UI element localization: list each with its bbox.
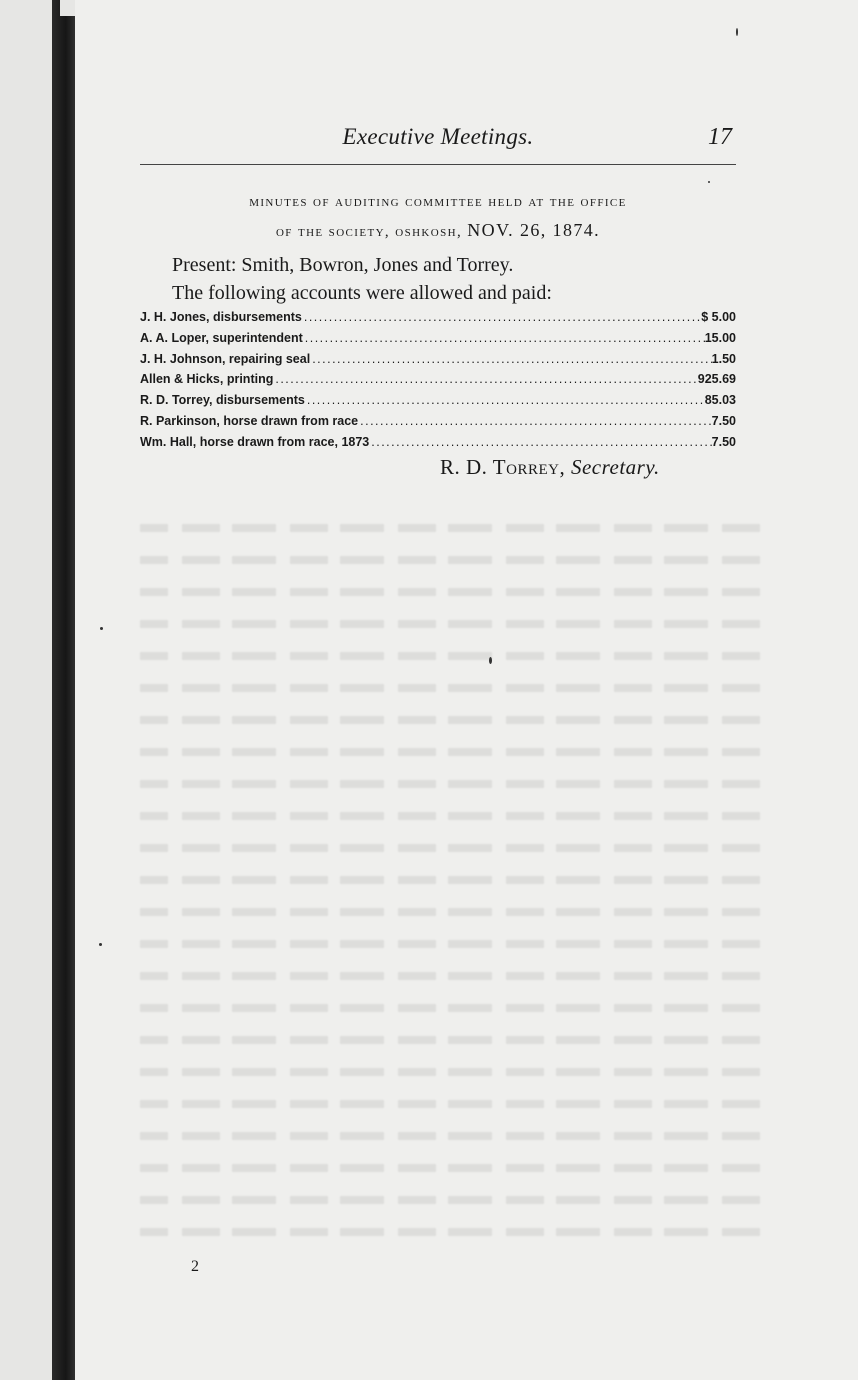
account-row — [140, 331, 736, 352]
account-amount: $ 5.00 — [701, 310, 736, 324]
ink-speck — [736, 28, 738, 36]
account-row — [140, 352, 736, 373]
account-label: Wm. Hall, horse drawn from race, 1873 — [140, 434, 370, 449]
account-label: A. A. Loper, superintendent — [140, 330, 303, 345]
heading-line-2-text: of the society, oshkosh, — [275, 224, 468, 240]
page-number: 17 — [708, 124, 732, 150]
dot-leader — [310, 352, 711, 366]
present-members: Present: Smith, Bowron, Jones and Torrey. — [172, 254, 514, 276]
account-label: J. H. Johnson, repairing seal — [140, 351, 311, 366]
heading-date: NOV. 26, 1874. — [467, 220, 601, 240]
ink-speck — [708, 181, 710, 183]
heading-line-1: minutes of auditing committee held at the office — [249, 194, 627, 210]
account-amount: 925.69 — [697, 372, 736, 387]
account-row — [140, 393, 736, 414]
dot-leader — [369, 435, 711, 449]
account-amount: 85.03 — [704, 393, 736, 408]
heading-line-2 — [128, 216, 748, 246]
dot-leader — [305, 393, 705, 407]
minutes-heading — [128, 188, 748, 246]
ink-speck — [99, 943, 102, 946]
running-title: Executive Meetings. — [342, 124, 534, 149]
account-row — [140, 414, 736, 435]
account-amount: 1.50 — [711, 351, 736, 366]
header-rule — [140, 164, 736, 165]
accounts-intro: The following accounts were allowed and paid: — [172, 282, 552, 304]
account-row — [140, 372, 736, 393]
page-corner — [60, 0, 76, 16]
dot-leader — [358, 414, 712, 428]
account-label: R. D. Torrey, disbursements — [140, 393, 305, 408]
ink-speck — [489, 657, 492, 664]
account-amount: 7.50 — [711, 434, 736, 449]
signature-mark: 2 — [191, 1258, 199, 1275]
account-label: R. Parkinson, horse drawn from race — [140, 413, 359, 428]
dot-leader — [303, 331, 705, 345]
account-label: J. H. Jones, disbursements — [140, 310, 302, 324]
account-row — [140, 435, 736, 456]
account-label: Allen & Hicks, printing — [140, 372, 274, 387]
account-row — [140, 310, 736, 331]
account-amount: 15.00 — [704, 330, 736, 345]
ink-speck — [100, 627, 103, 630]
accounts-list — [140, 310, 736, 456]
signature-role: Secretary. — [570, 455, 660, 479]
left-margin — [0, 0, 52, 1380]
account-amount: 7.50 — [711, 413, 736, 428]
running-head — [140, 124, 736, 160]
signature — [440, 455, 660, 480]
dot-leader — [302, 310, 701, 324]
dot-leader — [273, 372, 697, 386]
show-through-text — [140, 510, 760, 1270]
signature-name: R. D. Torrey, — [440, 455, 571, 479]
binding-edge — [52, 0, 75, 1380]
